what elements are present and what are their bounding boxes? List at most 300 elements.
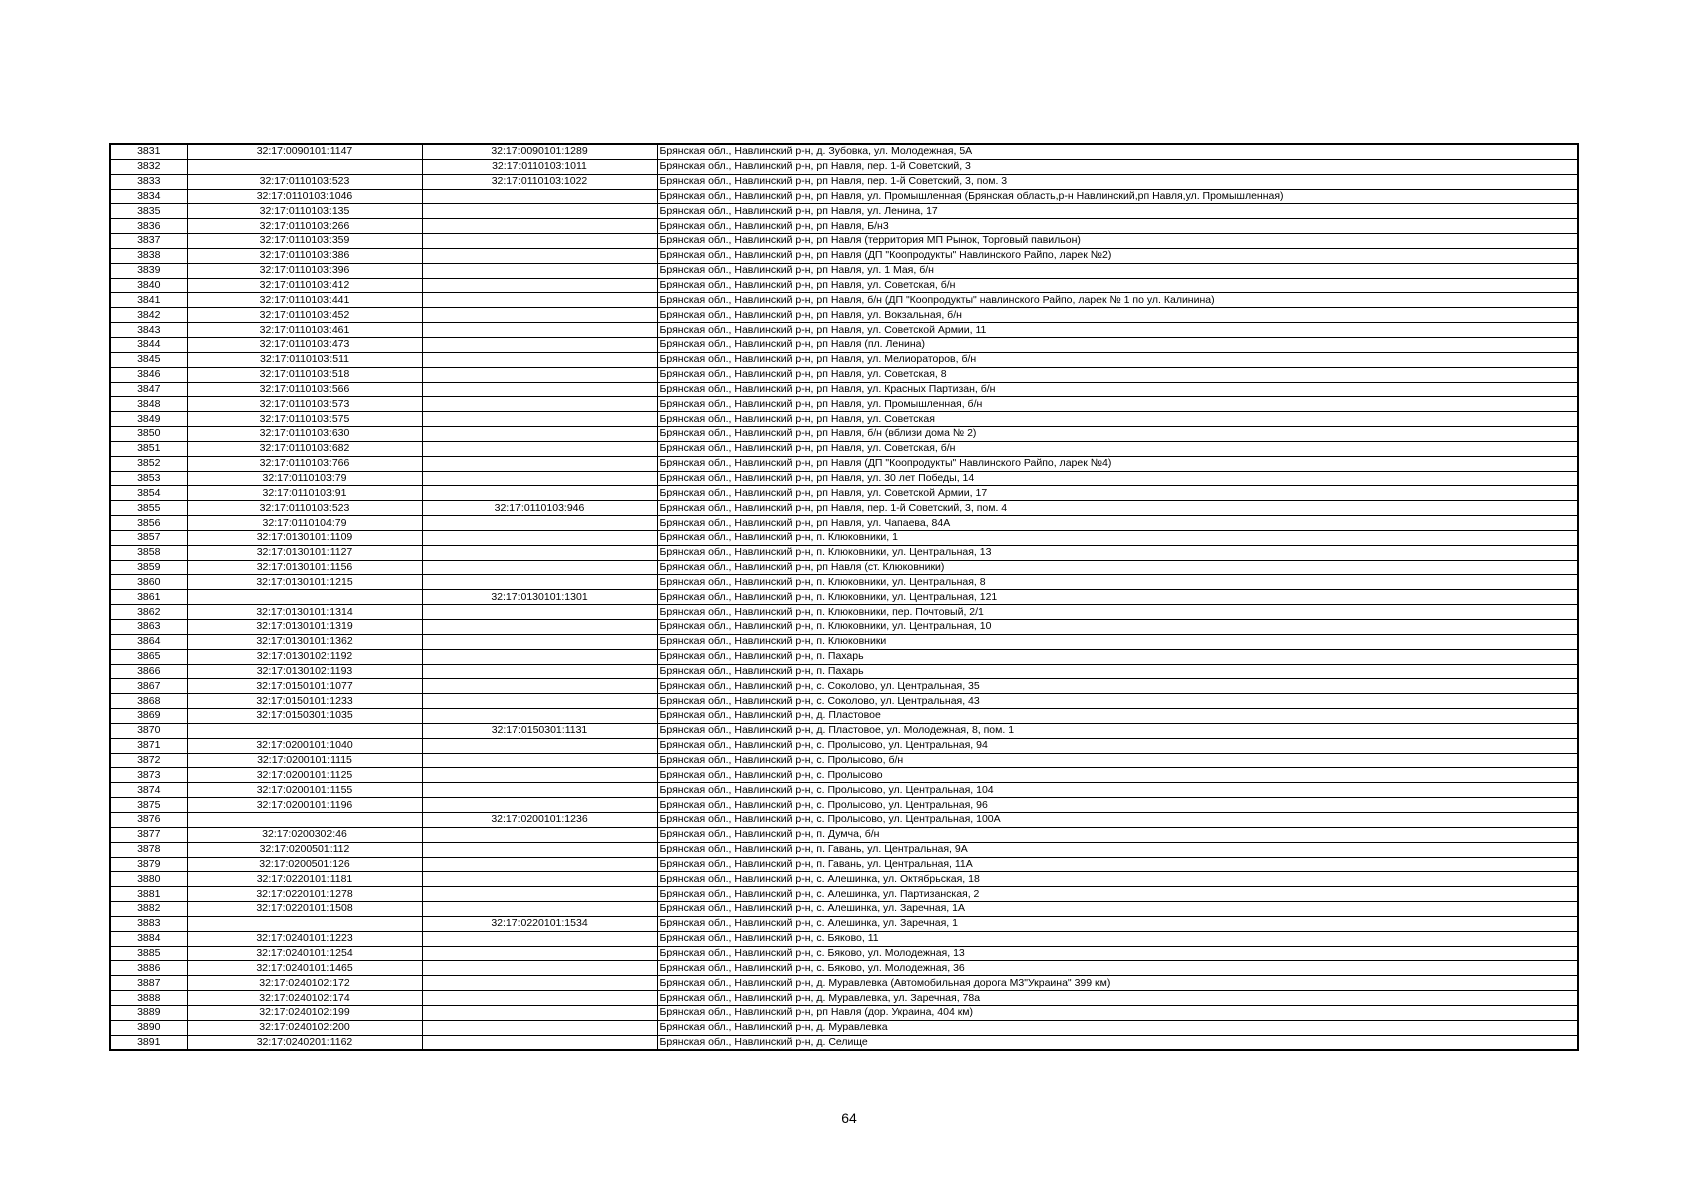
linked-cadastral-number-cell: 32:17:0220101:1534 [422,916,657,931]
table-row [110,427,1578,442]
cadastral-number-cell: 32:17:0110103:473 [187,337,422,352]
linked-cadastral-number-cell: 32:17:0110103:1011 [422,159,657,174]
row-number-cell: 3856 [110,516,187,531]
row-number-cell: 3884 [110,931,187,946]
linked-cadastral-number-cell [422,991,657,1006]
address-cell: Брянская обл., Навлинский р-н, д. Селище [657,1035,1578,1050]
row-number-cell: 3887 [110,976,187,991]
table-row [110,189,1578,204]
table-row [110,887,1578,902]
row-number-cell: 3866 [110,664,187,679]
row-number-cell: 3837 [110,234,187,249]
linked-cadastral-number-cell: 32:17:0200101:1236 [422,812,657,827]
row-number-cell: 3859 [110,560,187,575]
linked-cadastral-number-cell [422,976,657,991]
row-number-cell: 3867 [110,679,187,694]
row-number-cell: 3851 [110,441,187,456]
row-number-cell: 3870 [110,723,187,738]
table-row [110,352,1578,367]
cadastral-number-cell: 32:17:0130101:1156 [187,560,422,575]
address-cell: Брянская обл., Навлинский р-н, рп Навля, ул. Мелиораторов, б/н [657,352,1578,367]
cadastral-number-cell: 32:17:0130101:1319 [187,620,422,635]
linked-cadastral-number-cell [422,768,657,783]
linked-cadastral-number-cell [422,902,657,917]
linked-cadastral-number-cell [422,412,657,427]
cadastral-number-cell: 32:17:0240101:1254 [187,946,422,961]
address-cell: Брянская обл., Навлинский р-н, с. Пролысово, ул. Центральная, 96 [657,798,1578,813]
address-cell: Брянская обл., Навлинский р-н, п. Клюковники [657,634,1578,649]
linked-cadastral-number-cell [422,634,657,649]
table-row [110,367,1578,382]
row-number-cell: 3880 [110,872,187,887]
cadastral-number-cell: 32:17:0110103:441 [187,293,422,308]
address-cell: Брянская обл., Навлинский р-н, с. Бяково, ул. Молодежная, 13 [657,946,1578,961]
row-number-cell: 3876 [110,812,187,827]
linked-cadastral-number-cell [422,308,657,323]
cadastral-number-cell: 32:17:0110103:412 [187,278,422,293]
linked-cadastral-number-cell [422,709,657,724]
row-number-cell: 3852 [110,456,187,471]
table-row [110,783,1578,798]
linked-cadastral-number-cell: 32:17:0110103:946 [422,501,657,516]
address-cell: Брянская обл., Навлинский р-н, д. Муравлевка (Автомобильная дорога М3"Украина" 399 км) [657,976,1578,991]
linked-cadastral-number-cell [422,427,657,442]
cadastral-number-cell: 32:17:0220101:1508 [187,902,422,917]
linked-cadastral-number-cell [422,1035,657,1050]
table-row [110,664,1578,679]
address-cell: Брянская обл., Навлинский р-н, рп Навля, пер. 1-й Советский, 3 [657,159,1578,174]
row-number-cell: 3865 [110,649,187,664]
row-number-cell: 3841 [110,293,187,308]
table-row [110,634,1578,649]
linked-cadastral-number-cell [422,783,657,798]
table-row [110,738,1578,753]
address-cell: Брянская обл., Навлинский р-н, д. Муравлевка [657,1020,1578,1035]
cadastral-number-cell: 32:17:0130101:1314 [187,605,422,620]
row-number-cell: 3873 [110,768,187,783]
address-cell: Брянская обл., Навлинский р-н, рп Навля, ул. Советской Армии, 17 [657,486,1578,501]
address-cell: Брянская обл., Навлинский р-н, п. Клюковники, ул. Центральная, 8 [657,575,1578,590]
address-cell: Брянская обл., Навлинский р-н, рп Навля, ул. Советская [657,412,1578,427]
address-cell: Брянская обл., Навлинский р-н, с. Пролысово, б/н [657,753,1578,768]
address-cell: Брянская обл., Навлинский р-н, рп Навля (ДП "Коопродукты" Навлинского Райпо, ларек №2) [657,248,1578,263]
cadastral-number-cell: 32:17:0110103:359 [187,234,422,249]
table-row [110,620,1578,635]
table-row [110,530,1578,545]
table-row [110,471,1578,486]
row-number-cell: 3877 [110,827,187,842]
cadastral-number-cell [187,916,422,931]
table-row [110,590,1578,605]
page-number: 64 [841,1110,857,1126]
cadastral-number-cell: 32:17:0110103:452 [187,308,422,323]
address-cell: Брянская обл., Навлинский р-н, с. Пролысово, ул. Центральная, 100А [657,812,1578,827]
cadastral-number-cell: 32:17:0090101:1147 [187,144,422,159]
table-row [110,768,1578,783]
linked-cadastral-number-cell [422,753,657,768]
cadastral-number-cell: 32:17:0110103:523 [187,501,422,516]
table-row [110,560,1578,575]
row-number-cell: 3833 [110,174,187,189]
table-row [110,323,1578,338]
linked-cadastral-number-cell: 32:17:0150301:1131 [422,723,657,738]
table-row [110,382,1578,397]
address-cell: Брянская обл., Навлинский р-н, рп Навля, ул. Ленина, 17 [657,204,1578,219]
row-number-cell: 3854 [110,486,187,501]
linked-cadastral-number-cell [422,189,657,204]
row-number-cell: 3878 [110,842,187,857]
cadastral-number-cell: 32:17:0110103:79 [187,471,422,486]
row-number-cell: 3847 [110,382,187,397]
cadastral-number-cell: 32:17:0130102:1193 [187,664,422,679]
cadastral-number-cell: 32:17:0110103:682 [187,441,422,456]
linked-cadastral-number-cell [422,352,657,367]
cadastral-number-cell [187,590,422,605]
cadastral-number-cell: 32:17:0150101:1233 [187,694,422,709]
table-row [110,545,1578,560]
address-cell: Брянская обл., Навлинский р-н, п. Пахарь [657,649,1578,664]
address-cell: Брянская обл., Навлинский р-н, п. Клюковники, ул. Центральная, 13 [657,545,1578,560]
row-number-cell: 3857 [110,530,187,545]
address-cell: Брянская обл., Навлинский р-н, п. Пахарь [657,664,1578,679]
cadastral-number-cell: 32:17:0110103:91 [187,486,422,501]
cadastral-number-cell: 32:17:0240102:200 [187,1020,422,1035]
cadastral-number-cell: 32:17:0110103:630 [187,427,422,442]
address-cell: Брянская обл., Навлинский р-н, д. Пластовое, ул. Молодежная, 8, пом. 1 [657,723,1578,738]
table-row [110,991,1578,1006]
row-number-cell: 3888 [110,991,187,1006]
address-cell: Брянская обл., Навлинский р-н, п. Клюковники, пер. Почтовый, 2/1 [657,605,1578,620]
row-number-cell: 3858 [110,545,187,560]
address-cell: Брянская обл., Навлинский р-н, рп Навля, ул. Промышленная, б/н [657,397,1578,412]
cadastral-number-cell: 32:17:0110103:766 [187,456,422,471]
linked-cadastral-number-cell [422,234,657,249]
table-row [110,441,1578,456]
cadastral-number-cell: 32:17:0240102:199 [187,1005,422,1020]
row-number-cell: 3890 [110,1020,187,1035]
table-row [110,857,1578,872]
cadastral-number-cell: 32:17:0110103:386 [187,248,422,263]
cadastral-number-cell: 32:17:0110103:461 [187,323,422,338]
table-row [110,679,1578,694]
address-cell: Брянская обл., Навлинский р-н, рп Навля, Б/н3 [657,219,1578,234]
table-row [110,501,1578,516]
row-number-cell: 3872 [110,753,187,768]
row-number-cell: 3875 [110,798,187,813]
row-number-cell: 3863 [110,620,187,635]
linked-cadastral-number-cell [422,664,657,679]
row-number-cell: 3839 [110,263,187,278]
address-cell: Брянская обл., Навлинский р-н, п. Гавань, ул. Центральная, 9А [657,842,1578,857]
linked-cadastral-number-cell [422,486,657,501]
cadastral-number-cell: 32:17:0200501:126 [187,857,422,872]
cadastral-number-cell: 32:17:0240102:172 [187,976,422,991]
row-number-cell: 3832 [110,159,187,174]
table-row [110,456,1578,471]
linked-cadastral-number-cell [422,397,657,412]
address-cell: Брянская обл., Навлинский р-н, рп Навля, ул. Вокзальная, б/н [657,308,1578,323]
row-number-cell: 3881 [110,887,187,902]
cadastral-number-cell: 32:17:0200101:1125 [187,768,422,783]
table-row [110,709,1578,724]
address-cell: Брянская обл., Навлинский р-н, д. Пластовое [657,709,1578,724]
cadastral-number-cell: 32:17:0110103:518 [187,367,422,382]
row-number-cell: 3860 [110,575,187,590]
table-row [110,293,1578,308]
cadastral-number-cell: 32:17:0110103:396 [187,263,422,278]
row-number-cell: 3838 [110,248,187,263]
address-cell: Брянская обл., Навлинский р-н, с. Алешинка, ул. Заречная, 1 [657,916,1578,931]
address-cell: Брянская обл., Навлинский р-н, рп Навля, б/н (вблизи дома № 2) [657,427,1578,442]
linked-cadastral-number-cell [422,798,657,813]
table-row [110,248,1578,263]
table-row [110,842,1578,857]
row-number-cell: 3883 [110,916,187,931]
cadastral-number-cell: 32:17:0110104:79 [187,516,422,531]
cadastral-number-cell: 32:17:0200501:112 [187,842,422,857]
cadastral-number-cell: 32:17:0110103:566 [187,382,422,397]
table-row [110,337,1578,352]
linked-cadastral-number-cell [422,1020,657,1035]
cadastral-number-cell: 32:17:0110103:511 [187,352,422,367]
row-number-cell: 3885 [110,946,187,961]
row-number-cell: 3882 [110,902,187,917]
table-row [110,946,1578,961]
address-cell: Брянская обл., Навлинский р-н, п. Гавань, ул. Центральная, 11А [657,857,1578,872]
cadastral-number-cell: 32:17:0200302:46 [187,827,422,842]
row-number-cell: 3861 [110,590,187,605]
table-row [110,412,1578,427]
cadastral-number-cell: 32:17:0130101:1362 [187,634,422,649]
cadastral-number-cell: 32:17:0110103:135 [187,204,422,219]
address-cell: Брянская обл., Навлинский р-н, рп Навля, ул. 30 лет Победы, 14 [657,471,1578,486]
address-cell: Брянская обл., Навлинский р-н, рп Навля (территория МП Рынок, Торговый павильон) [657,234,1578,249]
address-cell: Брянская обл., Навлинский р-н, с. Пролысово [657,768,1578,783]
table-row [110,872,1578,887]
address-cell: Брянская обл., Навлинский р-н, рп Навля, ул. Советская, б/н [657,278,1578,293]
linked-cadastral-number-cell: 32:17:0110103:1022 [422,174,657,189]
address-cell: Брянская обл., Навлинский р-н, п. Клюковники, ул. Центральная, 121 [657,590,1578,605]
cadastral-number-cell: 32:17:0130101:1215 [187,575,422,590]
address-cell: Брянская обл., Навлинский р-н, п. Клюковники, 1 [657,530,1578,545]
cadastral-number-cell: 32:17:0130101:1127 [187,545,422,560]
linked-cadastral-number-cell [422,204,657,219]
address-cell: Брянская обл., Навлинский р-н, п. Клюковники, ул. Центральная, 10 [657,620,1578,635]
cadastral-number-cell: 32:17:0200101:1115 [187,753,422,768]
row-number-cell: 3869 [110,709,187,724]
row-number-cell: 3889 [110,1005,187,1020]
address-cell: Брянская обл., Навлинский р-н, рп Навля (дор. Украина, 404 км) [657,1005,1578,1020]
address-cell: Брянская обл., Навлинский р-н, рп Навля, ул. Советской Армии, 11 [657,323,1578,338]
address-cell: Брянская обл., Навлинский р-н, с. Пролысово, ул. Центральная, 104 [657,783,1578,798]
cadastral-number-cell: 32:17:0240102:174 [187,991,422,1006]
linked-cadastral-number-cell: 32:17:0090101:1289 [422,144,657,159]
address-cell: Брянская обл., Навлинский р-н, рп Навля, пер. 1-й Советский, 3, пом. 3 [657,174,1578,189]
address-cell: Брянская обл., Навлинский р-н, рп Навля (пл. Ленина) [657,337,1578,352]
linked-cadastral-number-cell [422,738,657,753]
row-number-cell: 3843 [110,323,187,338]
table-row [110,723,1578,738]
linked-cadastral-number-cell [422,872,657,887]
cadastral-number-cell [187,159,422,174]
table-row [110,159,1578,174]
row-number-cell: 3868 [110,694,187,709]
table-row [110,649,1578,664]
cadastral-number-cell: 32:17:0150101:1077 [187,679,422,694]
property-table [109,143,1579,1051]
linked-cadastral-number-cell [422,649,657,664]
row-number-cell: 3853 [110,471,187,486]
linked-cadastral-number-cell [422,560,657,575]
row-number-cell: 3840 [110,278,187,293]
row-number-cell: 3850 [110,427,187,442]
row-number-cell: 3879 [110,857,187,872]
linked-cadastral-number-cell [422,887,657,902]
table-row [110,1005,1578,1020]
table-row [110,278,1578,293]
linked-cadastral-number-cell [422,323,657,338]
table-row [110,174,1578,189]
linked-cadastral-number-cell [422,248,657,263]
address-cell: Брянская обл., Навлинский р-н, рп Навля, ул. Красных Партизан, б/н [657,382,1578,397]
cadastral-number-cell: 32:17:0110103:575 [187,412,422,427]
address-cell: Брянская обл., Навлинский р-н, рп Навля, ул. Чапаева, 84А [657,516,1578,531]
linked-cadastral-number-cell [422,605,657,620]
address-cell: Брянская обл., Навлинский р-н, п. Думча, б/н [657,827,1578,842]
table-row [110,516,1578,531]
address-cell: Брянская обл., Навлинский р-н, рп Навля (ст. Клюковники) [657,560,1578,575]
table-row [110,308,1578,323]
table-row [110,397,1578,412]
address-cell: Брянская обл., Навлинский р-н, рп Навля, пер. 1-й Советский, 3, пом. 4 [657,501,1578,516]
address-cell: Брянская обл., Навлинский р-н, с. Соколово, ул. Центральная, 35 [657,679,1578,694]
table-row [110,219,1578,234]
table-row [110,144,1578,159]
row-number-cell: 3848 [110,397,187,412]
linked-cadastral-number-cell [422,694,657,709]
linked-cadastral-number-cell [422,946,657,961]
linked-cadastral-number-cell [422,337,657,352]
row-number-cell: 3862 [110,605,187,620]
address-cell: Брянская обл., Навлинский р-н, с. Алешинка, ул. Заречная, 1А [657,902,1578,917]
cadastral-number-cell: 32:17:0110103:573 [187,397,422,412]
linked-cadastral-number-cell [422,471,657,486]
row-number-cell: 3871 [110,738,187,753]
linked-cadastral-number-cell [422,1005,657,1020]
linked-cadastral-number-cell [422,842,657,857]
cadastral-number-cell: 32:17:0200101:1196 [187,798,422,813]
table-row [110,902,1578,917]
cadastral-number-cell: 32:17:0240101:1465 [187,961,422,976]
row-number-cell: 3891 [110,1035,187,1050]
row-number-cell: 3864 [110,634,187,649]
row-number-cell: 3846 [110,367,187,382]
cadastral-number-cell: 32:17:0220101:1278 [187,887,422,902]
table-row [110,694,1578,709]
linked-cadastral-number-cell [422,530,657,545]
linked-cadastral-number-cell [422,367,657,382]
row-number-cell: 3844 [110,337,187,352]
row-number-cell: 3835 [110,204,187,219]
linked-cadastral-number-cell [422,456,657,471]
linked-cadastral-number-cell [422,382,657,397]
address-cell: Брянская обл., Навлинский р-н, рп Навля, ул. Советская, б/н [657,441,1578,456]
address-cell: Брянская обл., Навлинский р-н, рп Навля, ул. Советская, 8 [657,367,1578,382]
linked-cadastral-number-cell [422,961,657,976]
table-row [110,931,1578,946]
table-row [110,234,1578,249]
address-cell: Брянская обл., Навлинский р-н, д. Зубовка, ул. Молодежная, 5А [657,144,1578,159]
address-cell: Брянская обл., Навлинский р-н, рп Навля, ул. 1 Мая, б/н [657,263,1578,278]
table-row [110,486,1578,501]
table-row [110,976,1578,991]
address-cell: Брянская обл., Навлинский р-н, с. Пролысово, ул. Центральная, 94 [657,738,1578,753]
row-number-cell: 3842 [110,308,187,323]
row-number-cell: 3831 [110,144,187,159]
cadastral-number-cell: 32:17:0150301:1035 [187,709,422,724]
row-number-cell: 3834 [110,189,187,204]
table-row [110,204,1578,219]
linked-cadastral-number-cell [422,278,657,293]
linked-cadastral-number-cell [422,545,657,560]
table-row [110,575,1578,590]
cadastral-number-cell: 32:17:0240101:1223 [187,931,422,946]
address-cell: Брянская обл., Навлинский р-н, рп Навля, б/н (ДП "Коопродукты" навлинского Райпо, ларек № 1 по ул. Калинина) [657,293,1578,308]
cadastral-number-cell: 32:17:0220101:1181 [187,872,422,887]
linked-cadastral-number-cell [422,219,657,234]
table-row [110,961,1578,976]
row-number-cell: 3849 [110,412,187,427]
linked-cadastral-number-cell: 32:17:0130101:1301 [422,590,657,605]
address-cell: Брянская обл., Навлинский р-н, с. Алешинка, ул. Партизанская, 2 [657,887,1578,902]
cadastral-number-cell: 32:17:0110103:1046 [187,189,422,204]
row-number-cell: 3855 [110,501,187,516]
address-cell: Брянская обл., Навлинский р-н, рп Навля (ДП "Коопродукты" Навлинского Райпо, ларек №4) [657,456,1578,471]
linked-cadastral-number-cell [422,931,657,946]
table-body [110,144,1578,1050]
row-number-cell: 3836 [110,219,187,234]
table-row [110,827,1578,842]
linked-cadastral-number-cell [422,516,657,531]
linked-cadastral-number-cell [422,679,657,694]
address-cell: Брянская обл., Навлинский р-н, д. Муравлевка, ул. Заречная, 78а [657,991,1578,1006]
table-row [110,1020,1578,1035]
table-row [110,916,1578,931]
table-row [110,812,1578,827]
row-number-cell: 3874 [110,783,187,798]
address-cell: Брянская обл., Навлинский р-н, с. Алешинка, ул. Октябрьская, 18 [657,872,1578,887]
cadastral-number-cell: 32:17:0110103:266 [187,219,422,234]
linked-cadastral-number-cell [422,827,657,842]
cadastral-number-cell: 32:17:0240201:1162 [187,1035,422,1050]
cadastral-number-cell: 32:17:0130101:1109 [187,530,422,545]
row-number-cell: 3845 [110,352,187,367]
table-row [110,1035,1578,1050]
cadastral-number-cell [187,812,422,827]
row-number-cell: 3886 [110,961,187,976]
cadastral-number-cell: 32:17:0110103:523 [187,174,422,189]
linked-cadastral-number-cell [422,857,657,872]
linked-cadastral-number-cell [422,575,657,590]
cadastral-number-cell: 32:17:0200101:1155 [187,783,422,798]
cadastral-number-cell: 32:17:0200101:1040 [187,738,422,753]
address-cell: Брянская обл., Навлинский р-н, рп Навля, ул. Промышленная (Брянская область,р-н Навлинский,рп Навля,ул. Промышленная) [657,189,1578,204]
table-row [110,605,1578,620]
address-cell: Брянская обл., Навлинский р-н, с. Бяково, 11 [657,931,1578,946]
linked-cadastral-number-cell [422,620,657,635]
address-cell: Брянская обл., Навлинский р-н, с. Соколово, ул. Центральная, 43 [657,694,1578,709]
linked-cadastral-number-cell [422,263,657,278]
